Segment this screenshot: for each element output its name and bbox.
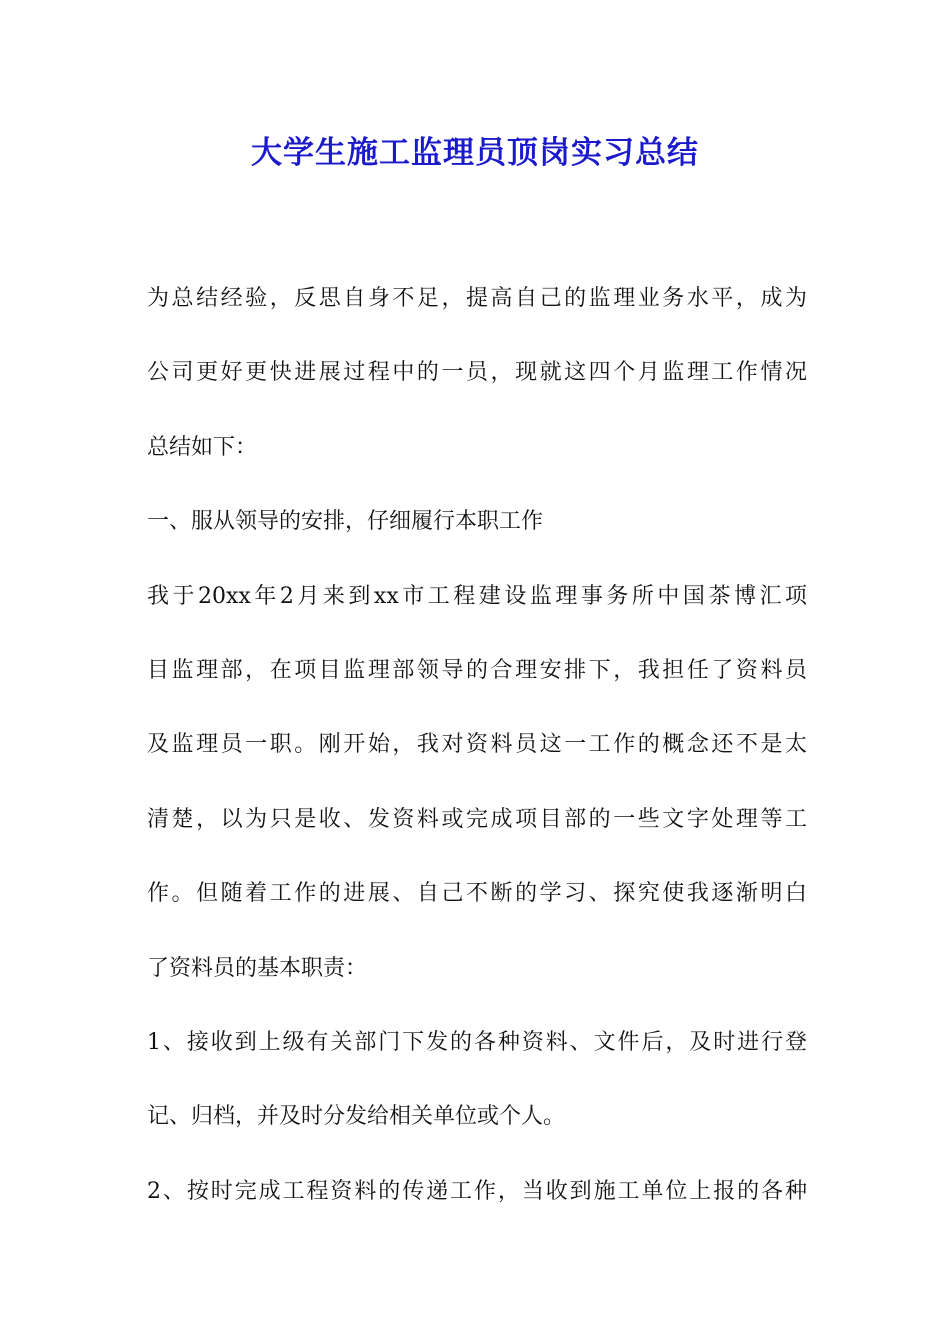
paragraph-line: 我于20xx年2月来到xx市工程建设监理事务所中国茶博汇项	[147, 583, 807, 609]
list-item: 2、按时完成工程资料的传递工作，当收到施工单位上报的各种	[147, 1178, 807, 1204]
paragraph-line: 及监理员一职。刚开始，我对资料员这一工作的概念还不是太	[147, 732, 807, 758]
list-item-continuation: 记、归档，并及时分发给相关单位或个人。	[147, 1104, 566, 1130]
paragraph-line: 作。但随着工作的进展、自己不断的学习、探究使我逐渐明白	[147, 881, 807, 907]
paragraph-line: 清楚，以为只是收、发资料或完成项目部的一些文字处理等工	[147, 806, 807, 832]
section-heading: 一、服从领导的安排，仔细履行本职工作	[147, 509, 544, 535]
paragraph-line: 公司更好更快进展过程中的一员，现就这四个月监理工作情况	[147, 360, 807, 386]
document-title: 大学生施工监理员顶岗实习总结	[251, 135, 699, 171]
list-item: 1、接收到上级有关部门下发的各种资料、文件后，及时进行登	[147, 1029, 807, 1055]
paragraph-line: 目监理部，在项目监理部领导的合理安排下，我担任了资料员	[147, 657, 807, 683]
paragraph-line: 为总结经验，反思自身不足，提高自己的监理业务水平，成为	[147, 286, 807, 311]
paragraph-line: 总结如下：	[147, 434, 258, 460]
paragraph-line: 了资料员的基本职责：	[147, 955, 368, 981]
document-body	[147, 262, 807, 1229]
